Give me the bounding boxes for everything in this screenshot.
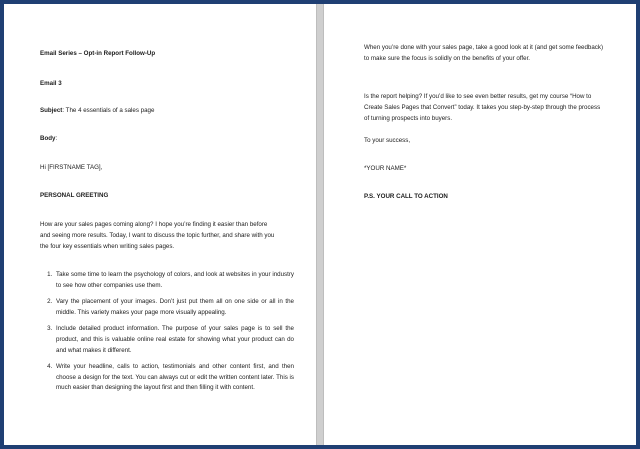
- document-page-1: [4, 4, 316, 445]
- signoff-line: To your success,: [364, 137, 411, 144]
- ps-call-to-action: P.S. YOUR CALL TO ACTION: [364, 193, 448, 200]
- body-label: Body: [40, 135, 56, 142]
- document-viewer: [4, 4, 636, 445]
- greeting-line: Hi [FIRSTNAME TAG],: [40, 164, 103, 171]
- list-item: 1. Take some time to learn the psychology of colors, and look at websites in your industry to see how other companies use them.: [54, 270, 294, 291]
- essentials-list: [40, 270, 294, 400]
- email-series-heading: Email Series – Opt-in Report Follow-Up: [40, 50, 156, 57]
- closing-paragraph: When you’re done with your sales page, take a good look at it (and get some feedback) to make sure the focus is solidly on the benefits of your offer.: [364, 44, 604, 62]
- body-colon: :: [55, 135, 58, 142]
- page-gutter: [316, 4, 324, 445]
- subject-line: [40, 105, 154, 116]
- list-item: 3. Include detailed product information. The purpose of your sales page is to sell the product, and this is valuable online real estate for showing what your product can do and what makes it different.: [54, 324, 294, 356]
- subject-text: : The 4 essentials of a sales page: [62, 107, 155, 114]
- signature-name: *YOUR NAME*: [364, 165, 407, 172]
- list-item: 2. Vary the placement of your images. Don’t just put them all on one side or all in the middle. This variety makes your page more visually appealing.: [54, 297, 294, 318]
- intro-paragraph: How are your sales pages coming along? I hope you’re finding it easier than before and seeing more results. Today, I want to discuss the topic further, and share with you the four key essentials when writing sales pages.: [40, 221, 275, 250]
- document-page-2: [324, 4, 636, 445]
- course-paragraph: Is the report helping? If you’d like to see even better results, get my course “How to Create Sales Pages that Convert” today. It takes you step-by-step through the process of turning prospects into buyers.: [364, 93, 601, 122]
- email-number-label: Email 3: [40, 80, 62, 87]
- list-item: 4. Write your headline, calls to action, testimonials and other content first, and then choose a design for the text. You can always cut or edit the written content later. This is much easier than designing the layout first and then filling it with content.: [54, 362, 294, 394]
- body-line: [40, 133, 57, 144]
- subject-label: Subject: [40, 107, 63, 114]
- section-title: PERSONAL GREETING: [40, 192, 109, 199]
